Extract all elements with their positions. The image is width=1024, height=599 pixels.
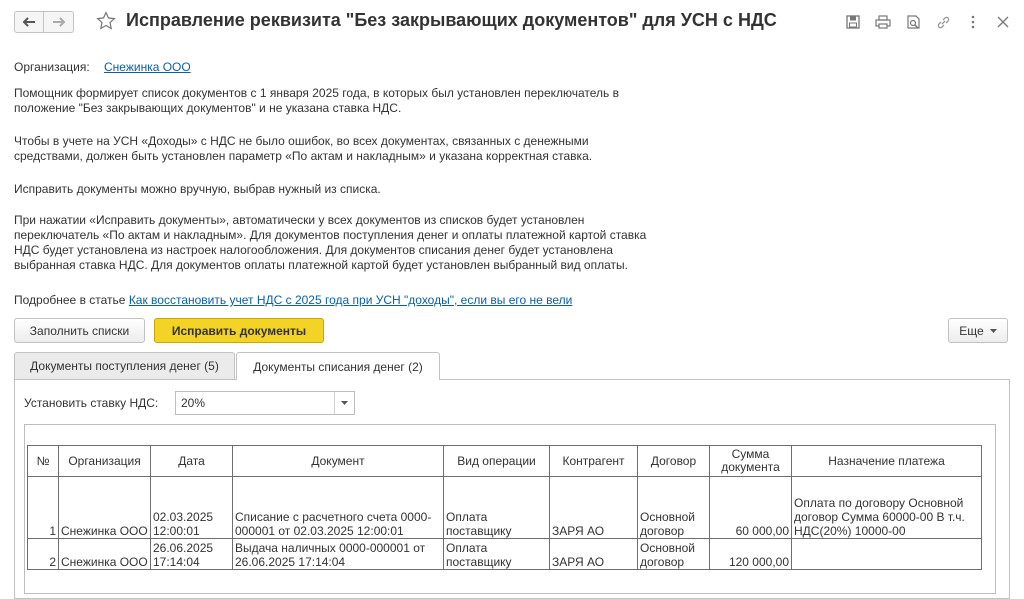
info-paragraph-2: Чтобы в учете на УСН «Доходы» с НДС не было ошибок, во всех документах, связанных с денежными средствами, должен быть установлен параметр «По актам и накладным» и указана корректная ставка. (14, 134, 593, 163)
cell-organization: Снежинка ООО (59, 477, 151, 539)
preview-button[interactable] (898, 13, 928, 31)
column-header-document[interactable]: Документ (233, 446, 444, 477)
cell-operation: Оплата поставщику (444, 477, 550, 539)
info-paragraph-3: Исправить документы можно вручную, выбрав нужный из списка. (14, 182, 381, 196)
save-button[interactable] (838, 13, 868, 31)
info-paragraph-4: При нажатии «Исправить документы», автоматически у всех документов из списков будет установлен переключатель «По актам и накладным». Для документов поступления денег и оплаты платежной картой ставка НДС будет установлена из настроек налогообложения. Для документов списания денег будет установлена выбранная ставка НДС. Для документов оплаты платежной картой будет установлен выбранный вид оплаты. (14, 213, 647, 272)
table-header-row (28, 446, 982, 477)
documents-table (27, 445, 982, 570)
chevron-down-icon (341, 401, 348, 405)
column-header-purpose[interactable]: Назначение платежа (792, 446, 982, 477)
cell-number: 1 (28, 477, 59, 539)
title-bar (0, 0, 1024, 46)
menu-button[interactable] (958, 13, 988, 31)
cell-purpose: Оплата по договору Основной договор Сумма 60000-00 В т.ч. НДС(20%) 10000-00 (792, 477, 982, 539)
cell-contract: Основной договор (638, 539, 710, 570)
article-link[interactable]: Как восстановить учет НДС с 2025 года при УСН "доходы", если вы его не вели (128, 293, 573, 307)
link-icon (936, 15, 951, 30)
cell-sum: 120 000,00 (710, 539, 792, 570)
cell-number: 2 (28, 539, 59, 570)
column-header-date[interactable]: Дата (151, 446, 233, 477)
more-vertical-icon (970, 15, 976, 29)
column-header-operation[interactable]: Вид операции (444, 446, 550, 477)
favorite-button[interactable] (96, 11, 116, 31)
tab-incoming-documents[interactable]: Документы поступления денег (5) (14, 352, 235, 379)
back-button[interactable] (14, 11, 44, 33)
print-icon (875, 15, 891, 29)
save-icon (846, 15, 860, 29)
column-header-organization[interactable]: Организация (59, 446, 151, 477)
star-icon (96, 11, 116, 31)
arrow-left-icon (22, 16, 36, 28)
dropdown-button[interactable] (334, 392, 354, 414)
cell-organization: Снежинка ООО (59, 539, 151, 570)
organization-label: Организация: (14, 60, 90, 74)
cell-date: 26.06.2025 17:14:04 (151, 539, 233, 570)
more-info-prefix: Подробнее в статье (14, 293, 126, 307)
arrow-right-icon (52, 16, 66, 28)
cell-counterparty: ЗАРЯ АО (550, 477, 638, 539)
cell-sum: 60 000,00 (710, 477, 792, 539)
cell-document: Выдача наличных 0000-000001 от 26.06.2025 17:14:04 (233, 539, 444, 570)
more-actions-button[interactable] (948, 318, 1008, 343)
page-title: Исправление реквизита "Без закрывающих документов" для УСН с НДС (126, 10, 777, 30)
table-row[interactable] (28, 477, 982, 539)
cell-purpose (792, 539, 982, 570)
cell-document: Списание с расчетного счета 0000-000001 от 02.03.2025 12:00:01 (233, 477, 444, 539)
column-header-contract[interactable]: Договор (638, 446, 710, 477)
fix-documents-button[interactable]: Исправить документы (154, 318, 324, 343)
info-paragraph-1: Помощник формирует список документов с 1 января 2025 года, в которых был установлен переключатель в положение "Без закрывающих документов" и не указана ставка НДС. (14, 86, 620, 115)
tab-outgoing-documents[interactable]: Документы списания денег (2) (236, 352, 440, 380)
cell-counterparty: ЗАРЯ АО (550, 539, 638, 570)
organization-link[interactable]: Снежинка ООО (104, 60, 191, 74)
more-info-line (14, 293, 572, 307)
link-button[interactable] (928, 13, 958, 31)
cell-date: 02.03.2025 12:00:01 (151, 477, 233, 539)
fill-lists-button[interactable]: Заполнить списки (14, 318, 145, 343)
preview-icon (906, 15, 921, 30)
table-row[interactable] (28, 539, 982, 570)
print-button[interactable] (868, 13, 898, 31)
forward-button[interactable] (44, 11, 74, 33)
column-header-counterparty[interactable]: Контрагент (550, 446, 638, 477)
chevron-down-icon (990, 329, 997, 333)
column-header-number[interactable]: № (28, 446, 59, 477)
close-icon (997, 16, 1009, 28)
vat-rate-select[interactable] (175, 391, 355, 415)
vat-rate-value: 20% (181, 396, 206, 410)
column-header-sum[interactable]: Сумма документа (710, 446, 792, 477)
cell-contract: Основной договор (638, 477, 710, 539)
cell-operation: Оплата поставщику (444, 539, 550, 570)
close-button[interactable] (988, 13, 1018, 31)
vat-rate-label: Установить ставку НДС: (24, 396, 159, 410)
more-actions-label: Еще (959, 323, 984, 338)
